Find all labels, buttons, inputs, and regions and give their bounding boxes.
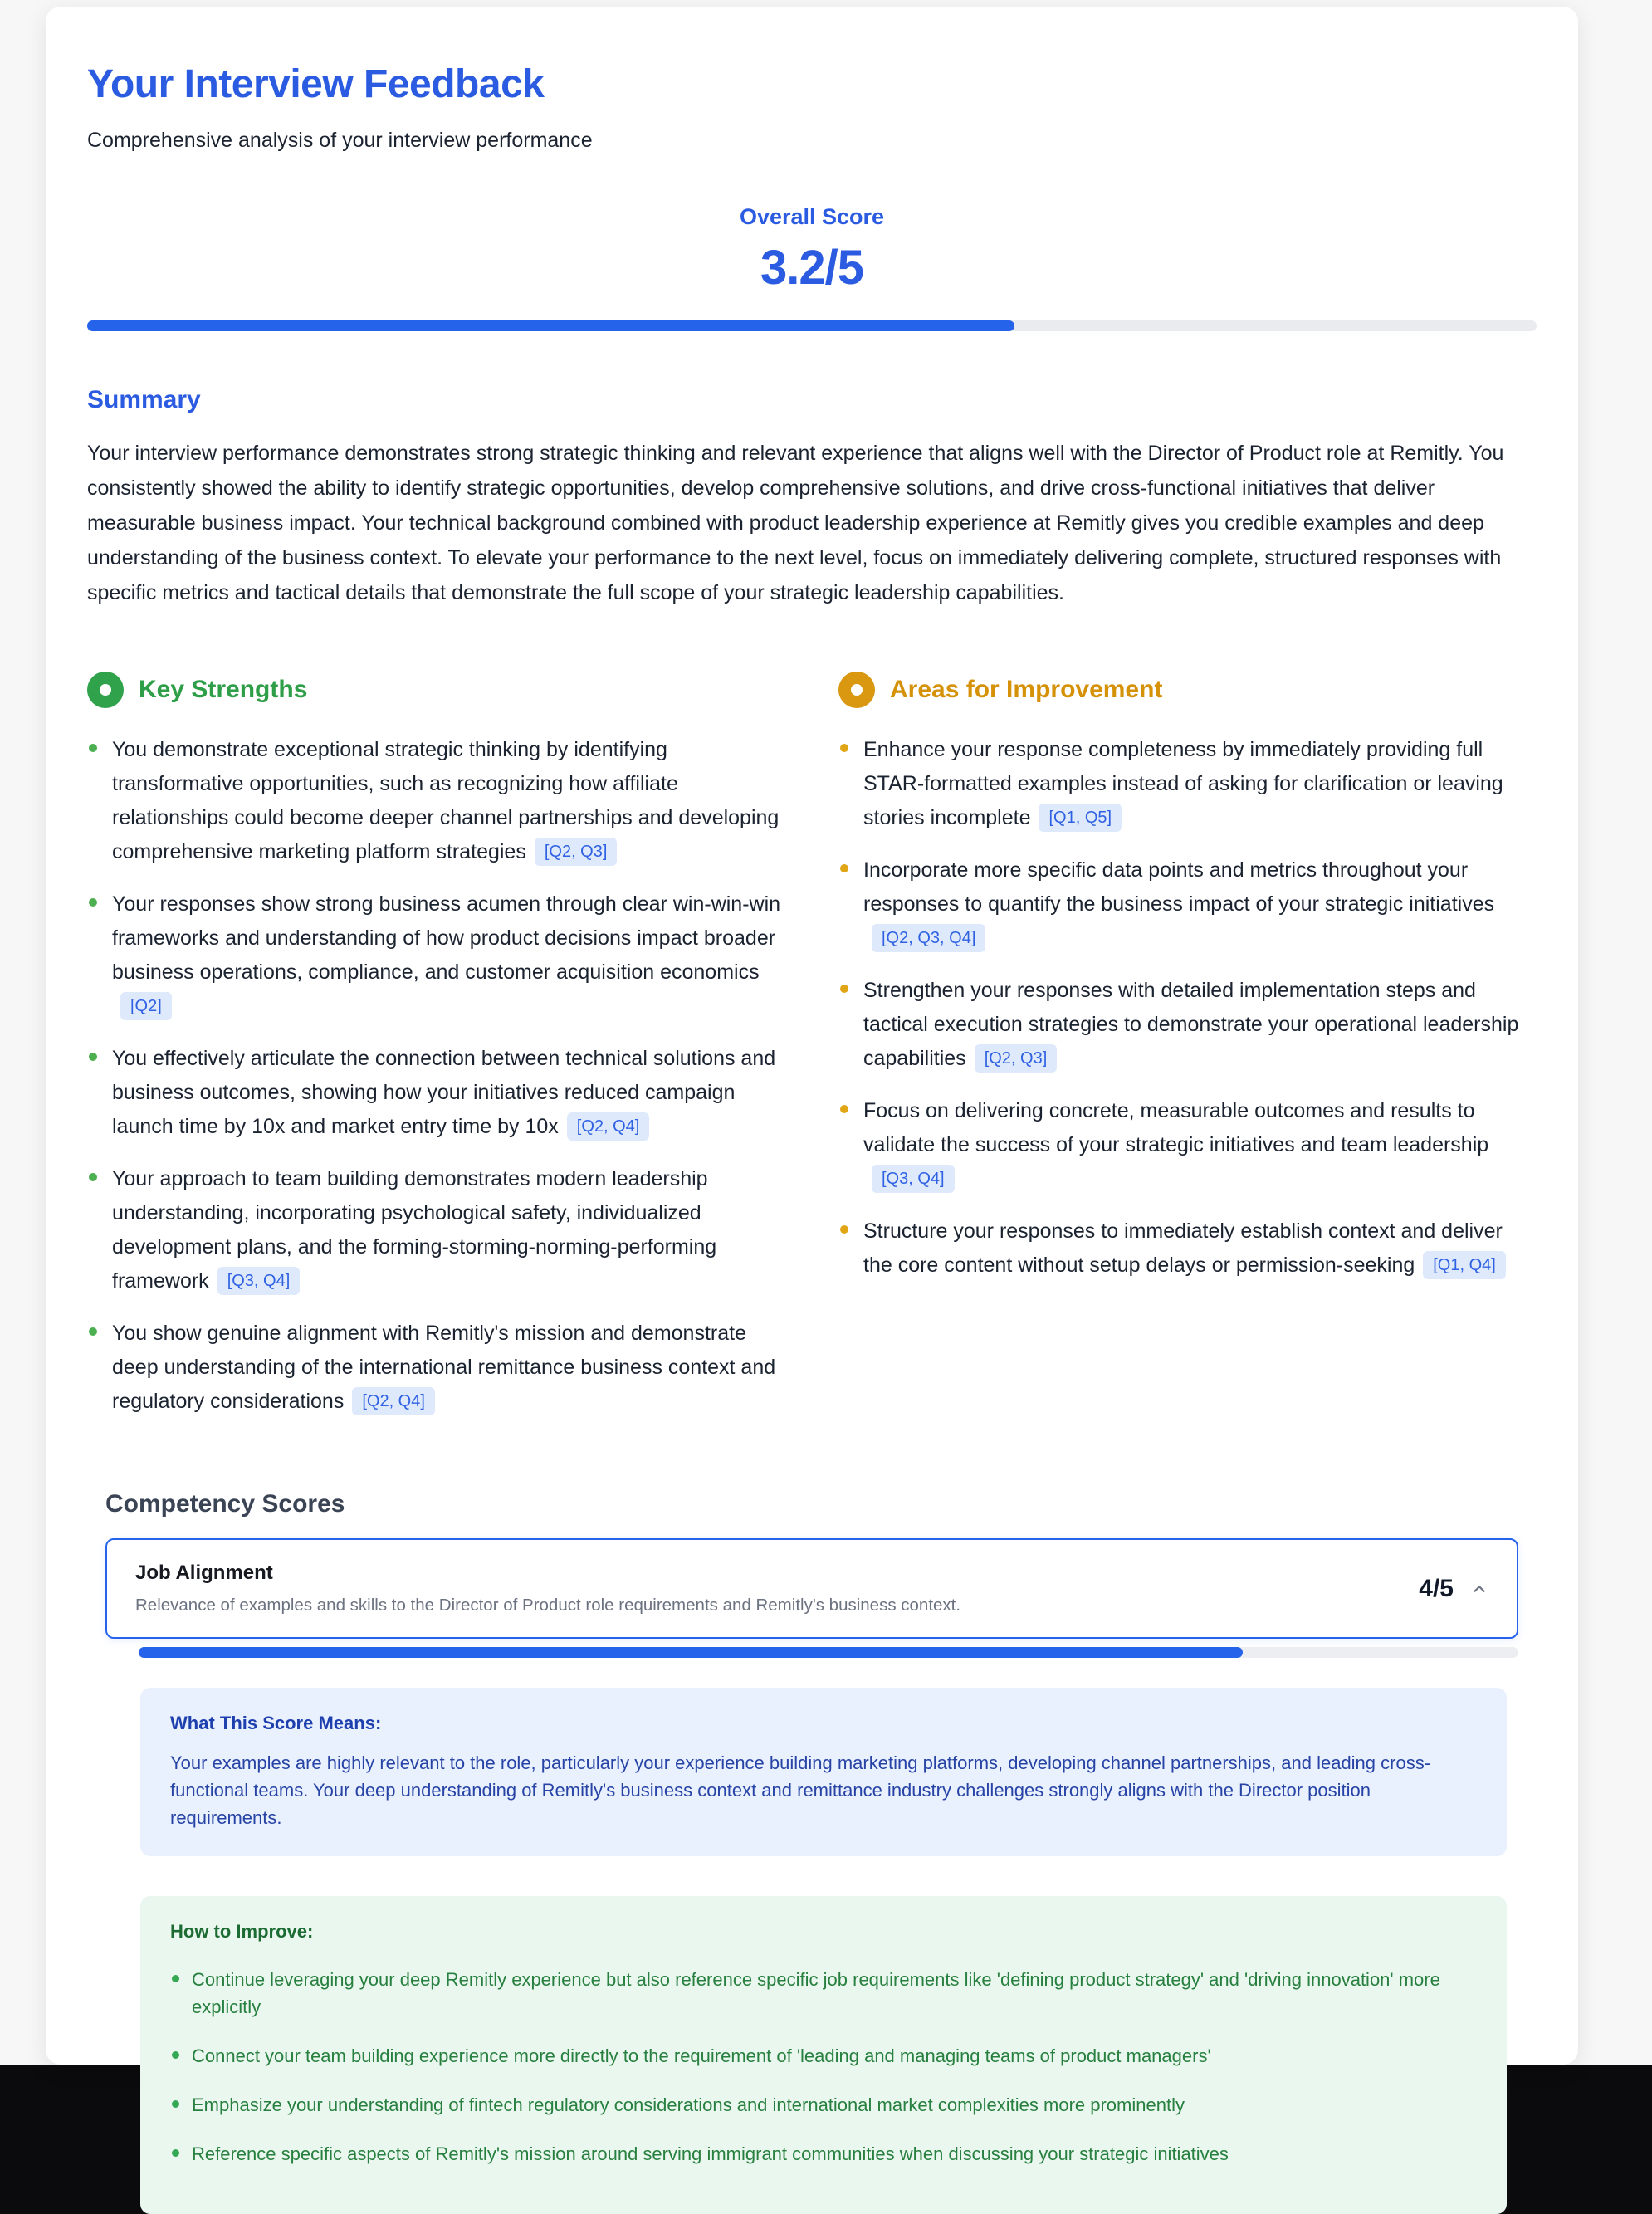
improve-tip-item [170,2140,1477,2168]
areas-improvement-list [838,733,1537,1283]
areas-improvement-title: Areas for Improvement [890,676,1163,704]
overall-score-section [87,204,1537,331]
key-strengths-list [87,733,785,1419]
bullet-dot-icon [172,2149,179,2157]
improvement-item [838,974,1537,1076]
strength-text: You effectively articulate the connection between technical solutions and business outcomes, showing how your initiatives reduced campaign launch time by 10x and market entry time by 10x [112,1047,776,1139]
bullet-dot-icon [89,1327,97,1336]
improvement-text: Strengthen your responses with detailed implementation steps and tactical execution strategies to demonstrate your operational leadership capabilities [863,979,1519,1071]
key-strengths-title: Key Strengths [139,676,308,704]
overall-score-value: 3.2/5 [760,241,863,296]
improve-tip-text: Continue leveraging your deep Remitly experience but also reference specific job requirements like 'defining product strategy' and 'driving innovation' more explicitly [192,1969,1440,2018]
chevron-up-icon[interactable] [1470,1580,1488,1598]
strength-item [87,733,785,869]
strength-item [87,1162,785,1298]
bullet-dot-icon [89,1173,97,1181]
question-ref-badge: [Q2] [120,992,172,1020]
improve-tip-text: Connect your team building experience more directly to the requirement of 'leading and managing teams of product managers' [192,2045,1211,2067]
improvement-text: Incorporate more specific data points and metrics throughout your responses to quantify the business impact of your strategic initiatives [863,858,1495,916]
strengths-dot-circle-icon [87,672,124,708]
page-subtitle: Comprehensive analysis of your interview performance [87,129,593,153]
overall-score-label: Overall Score [739,204,885,230]
bullet-dot-icon [172,1975,179,1982]
improve-tip-text: Reference specific aspects of Remitly's mission around serving immigrant communities when discussing your strategic initiatives [192,2143,1229,2165]
competency-description: Relevance of examples and skills to the Director of Product role requirements and Remitly's business context. [135,1596,961,1615]
question-ref-badge: [Q3, Q4] [217,1267,301,1295]
overall-progress-track [87,320,1537,331]
how-to-improve-list [170,1966,1477,2168]
score-meaning-box [140,1688,1507,1856]
strengths-improvements-columns [87,672,1537,1437]
score-meaning-text: Your examples are highly relevant to the role, particularly your experience building marketing platforms, developing channel partnerships, and leading cross-functional teams. Your deep understanding of Remitly's business context and remittance industry challenges strongly aligns with the Director position requirements. [170,1752,1431,1829]
question-ref-badge: [Q2, Q3, Q4] [872,924,985,952]
improvement-item [838,733,1537,835]
strength-text: Your responses show strong business acumen through clear win-win-win frameworks and understanding of how product decisions impact broader business operations, compliance, and customer acquisition economics [112,892,781,985]
feedback-card [46,7,1578,2165]
competency-progress-fill [139,1647,1243,1658]
overall-progress-fill [87,320,1014,331]
bullet-dot-icon [89,1053,97,1061]
strength-item [87,1042,785,1144]
bullet-dot-icon [172,2051,179,2059]
how-to-improve-box [140,1896,1507,2214]
bullet-dot-icon [840,744,848,752]
page-title: Your Interview Feedback [87,62,545,106]
competency-score-area [1419,1575,1488,1603]
improvement-item [838,1215,1537,1283]
strength-item [87,887,785,1024]
competency-card-text [135,1562,960,1615]
bullet-dot-icon [840,1105,848,1113]
areas-improvement-column [838,672,1537,1301]
improvement-text: Focus on delivering concrete, measurable outcomes and results to validate the success of your strategic initiatives and team leadership [863,1099,1489,1157]
strength-text: You demonstrate exceptional strategic thinking by identifying transformative opportunities, such as recognizing how affiliate relationships could become deeper channel partnerships and developing comprehensive marketing platform strategies [112,738,780,864]
competency-score-value: 4/5 [1419,1574,1454,1602]
improve-tip-item [170,2091,1477,2119]
strength-text: Your approach to team building demonstrates modern leadership understanding, incorporating psychological safety, individualized development plans, and the forming-storming-norming-performing framework [112,1167,717,1293]
bullet-dot-icon [840,985,848,993]
competency-progress-track [139,1647,1518,1658]
improve-tip-text: Emphasize your understanding of fintech regulatory considerations and international market complexities more prominently [192,2094,1185,2116]
question-ref-badge: [Q2, Q4] [352,1387,435,1415]
question-ref-badge: [Q2, Q3] [535,838,618,866]
bullet-dot-icon [89,898,97,907]
question-ref-badge: [Q1, Q5] [1039,804,1122,832]
competency-card-job-alignment[interactable] [105,1538,1518,1639]
strength-item [87,1317,785,1419]
key-strengths-column [87,672,785,1437]
question-ref-badge: [Q3, Q4] [872,1165,955,1193]
strength-text: You show genuine alignment with Remitly's mission and demonstrate deep understanding of the international remittance business context and regulatory considerations [112,1322,776,1414]
improvement-item [838,853,1537,955]
bullet-dot-icon [840,1225,848,1234]
question-ref-badge: [Q2, Q3] [975,1044,1058,1073]
areas-improvement-header [838,672,1537,708]
question-ref-badge: [Q2, Q4] [567,1112,650,1141]
score-meaning-heading: What This Score Means: [170,1713,382,1734]
how-to-improve-heading: How to Improve: [170,1921,314,1943]
competency-title: Job Alignment [135,1562,273,1585]
bullet-dot-icon [840,864,848,872]
question-ref-badge: [Q1, Q4] [1423,1251,1506,1279]
summary-heading: Summary [87,386,201,414]
bullet-dot-icon [89,744,97,752]
competency-scores-heading: Competency Scores [105,1490,345,1518]
improvement-item [838,1094,1537,1196]
improvement-text: Structure your responses to immediately establish context and deliver the core content without setup delays or permission-seeking [863,1219,1503,1278]
improve-tip-item [170,1966,1477,2021]
bullet-dot-icon [172,2100,179,2108]
improvement-dot-circle-icon [838,672,875,708]
key-strengths-header [87,672,785,708]
summary-text: Your interview performance demonstrates strong strategic thinking and relevant experience that aligns well with the Director of Product role at Remitly. You consistently showed the ability to identify strategic opportunities, develop comprehensive solutions, and drive cross-functional initiatives that deliver measurable business impact. Your technical background combined with product leadership experience at Remitly gives you credible examples and deep understanding of the business context. To elevate your performance to the next level, focus on immediately delivering complete, structured responses with specific metrics and tactical details that demonstrate the full scope of your strategic leadership capabilities. [87,442,1504,605]
improvement-text: Enhance your response completeness by immediately providing full STAR-formatted examples instead of asking for clarification or leaving stories incomplete [863,738,1503,830]
improve-tip-item [170,2042,1477,2070]
